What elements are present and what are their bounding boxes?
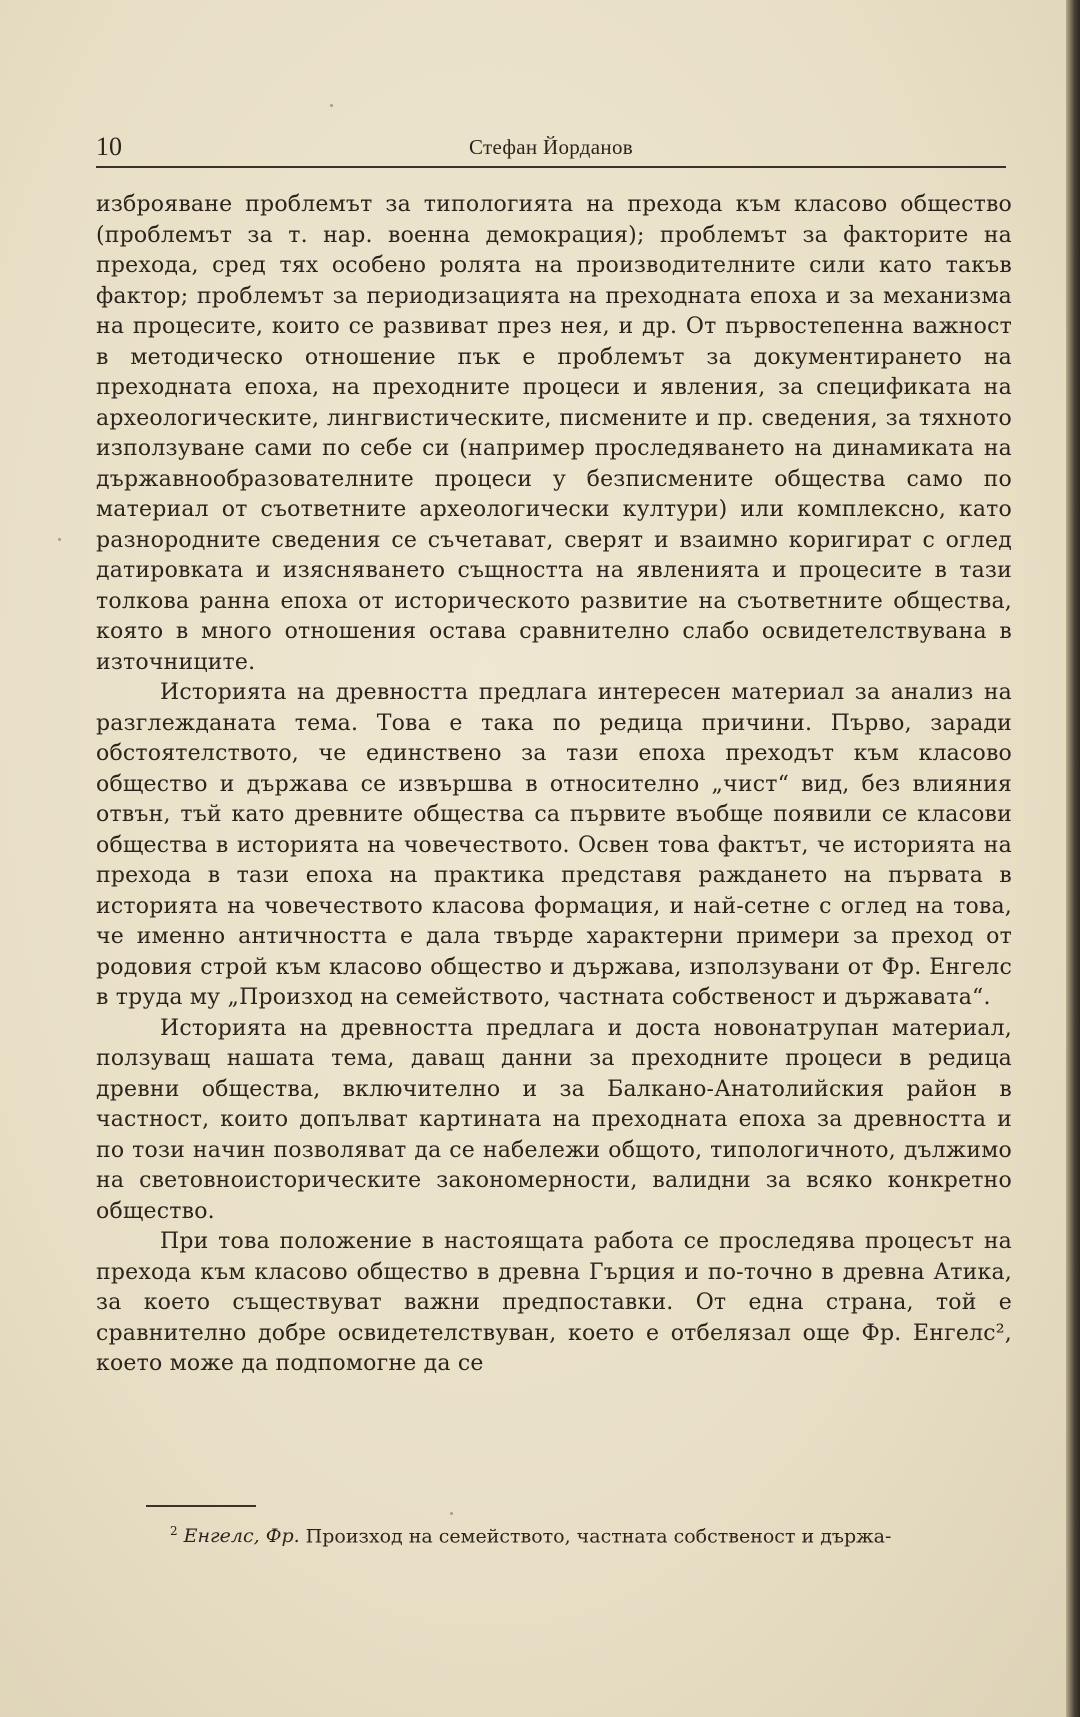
footnote-divider [146,1505,256,1507]
footnote-text: Произход на семейството, частната собственост и държа- [305,1525,892,1548]
page-edge-shadow [1066,0,1080,1717]
paragraph: При това положение в настоящата работа се проследява процесът на прехода към класово общество в древна Гърция и по-точно в древна Атика, за което съществуват важни предпоставки. От една страна, той е сравнително добре освидетелствуван, което е отбелязал още Фр. Енгелс², което може да подпомогне да се [96,1229,1012,1376]
page-header [96,130,1006,168]
paper-speck [330,104,333,107]
paragraph: изброяване проблемът за типологията на прехода към класово общество (проблемът за т. нар. военна демокрация); проблемът за факторите на прехода, сред тях особено ролята на производителните сили като такъв фактор; проблемът за периодизацията на преходната епоха и за механизма на процесите, които се развиват през нея, и др. От първостепенна важност в методическо отношение пък е проблемът за документирането на преходната епоха, на преходните процеси и явления, за спецификата на археологическите, лингвистическите, писмените и пр. сведения, за тяхното използуване сами по себе си (например проследяването на динамиката на държавнообразователните процеси у безписмените общества само по материал от съответните археологически култури) или комплексно, като разнородните сведения се съчетават, сверят и взаимно коригират с оглед датировката и изясняването същността на явленията и процесите в тази толкова ранна епоха от историческото развитие на съответните общества, която в много отношения остава сравнително слабо освидетелствувана в източниците. [96,192,1012,675]
paragraph: Историята на древността предлага интересен материал за анализ на разглежданата тема. Това е така по редица причини. Първо, заради обстоятелството, че единствено за тази епоха преходът към класово общество и държава се извършва в относително „чист“ вид, без влияния отвън, тъй като древните общества са първите въобще появили се класови общества в историята на човечеството. Освен това фактът, че историята на прехода в тази епоха на практика представя раждането на първата в историята на човечеството класова формация, и най-сетне с оглед на това, че именно античността е дала твърде характерни примери за преход от родовия строй към класово общество и държава, използувани от Фр. Енгелс в труда му „Произход на семейството, частната собственост и държавата“. [96,680,1012,1010]
paragraph: Историята на древността предлага и доста новонатрупан материал, ползуващ нашата тема, даващ данни за преходните процеси в редица древни общества, включително и за Балкано-Анатолийския район в частност, които допълват картината на преходната епоха за древността и по този начин позволяват да се набележи общото, типологичното, дължимо на световноисторическите закономерности, валидни за всяко конкретно общество. [96,1015,1012,1224]
paper-speck [450,1512,453,1515]
body-text [96,190,1012,1380]
footnote-number: 2 [170,1524,178,1538]
footnote-author: Енгелс, Фр. [183,1525,300,1548]
paper-speck [58,538,61,541]
running-head: Стефан Йорданов [469,135,633,159]
page-number: 10 [96,132,122,161]
footnote [170,1518,1030,1549]
